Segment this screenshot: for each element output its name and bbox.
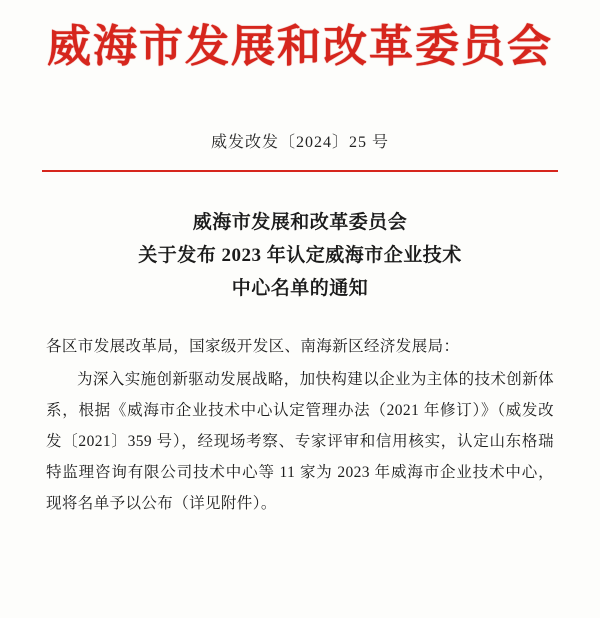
body-paragraph: 为深入实施创新驱动发展战略，加快构建以企业为主体的技术创新体系，根据《威海市企业技术中心认定管理办法（2021 年修订）》（威发改发〔2021〕359 号），经现场考察、专家评审和信用核实，认定山东格瑞特监理咨询有限公司技术中心等 11 家为 2023 年威海市企业技术中心，现将名单予以公布（详见附件）。 — [46, 371, 555, 513]
recipient-salutation: 各区市发展改革局，国家级开发区、南海新区经济发展局： — [46, 338, 460, 356]
document-title-line-3: 中心名单的通知 — [231, 278, 369, 300]
issuing-agency-title: 威海市发展和改革委员会 — [47, 22, 553, 71]
document-number: 威发改发〔2024〕25 号 — [210, 133, 389, 151]
document-title — [0, 206, 600, 306]
document-title-line-2: 关于发布 2023 年认定威海市企业技术 — [138, 244, 462, 266]
page-bottom-spacer — [0, 519, 600, 545]
document-title-line-1: 威海市发展和改革委员会 — [192, 211, 408, 233]
document-body — [46, 331, 554, 519]
red-divider-rule — [42, 170, 558, 172]
document-masthead — [0, 0, 600, 73]
